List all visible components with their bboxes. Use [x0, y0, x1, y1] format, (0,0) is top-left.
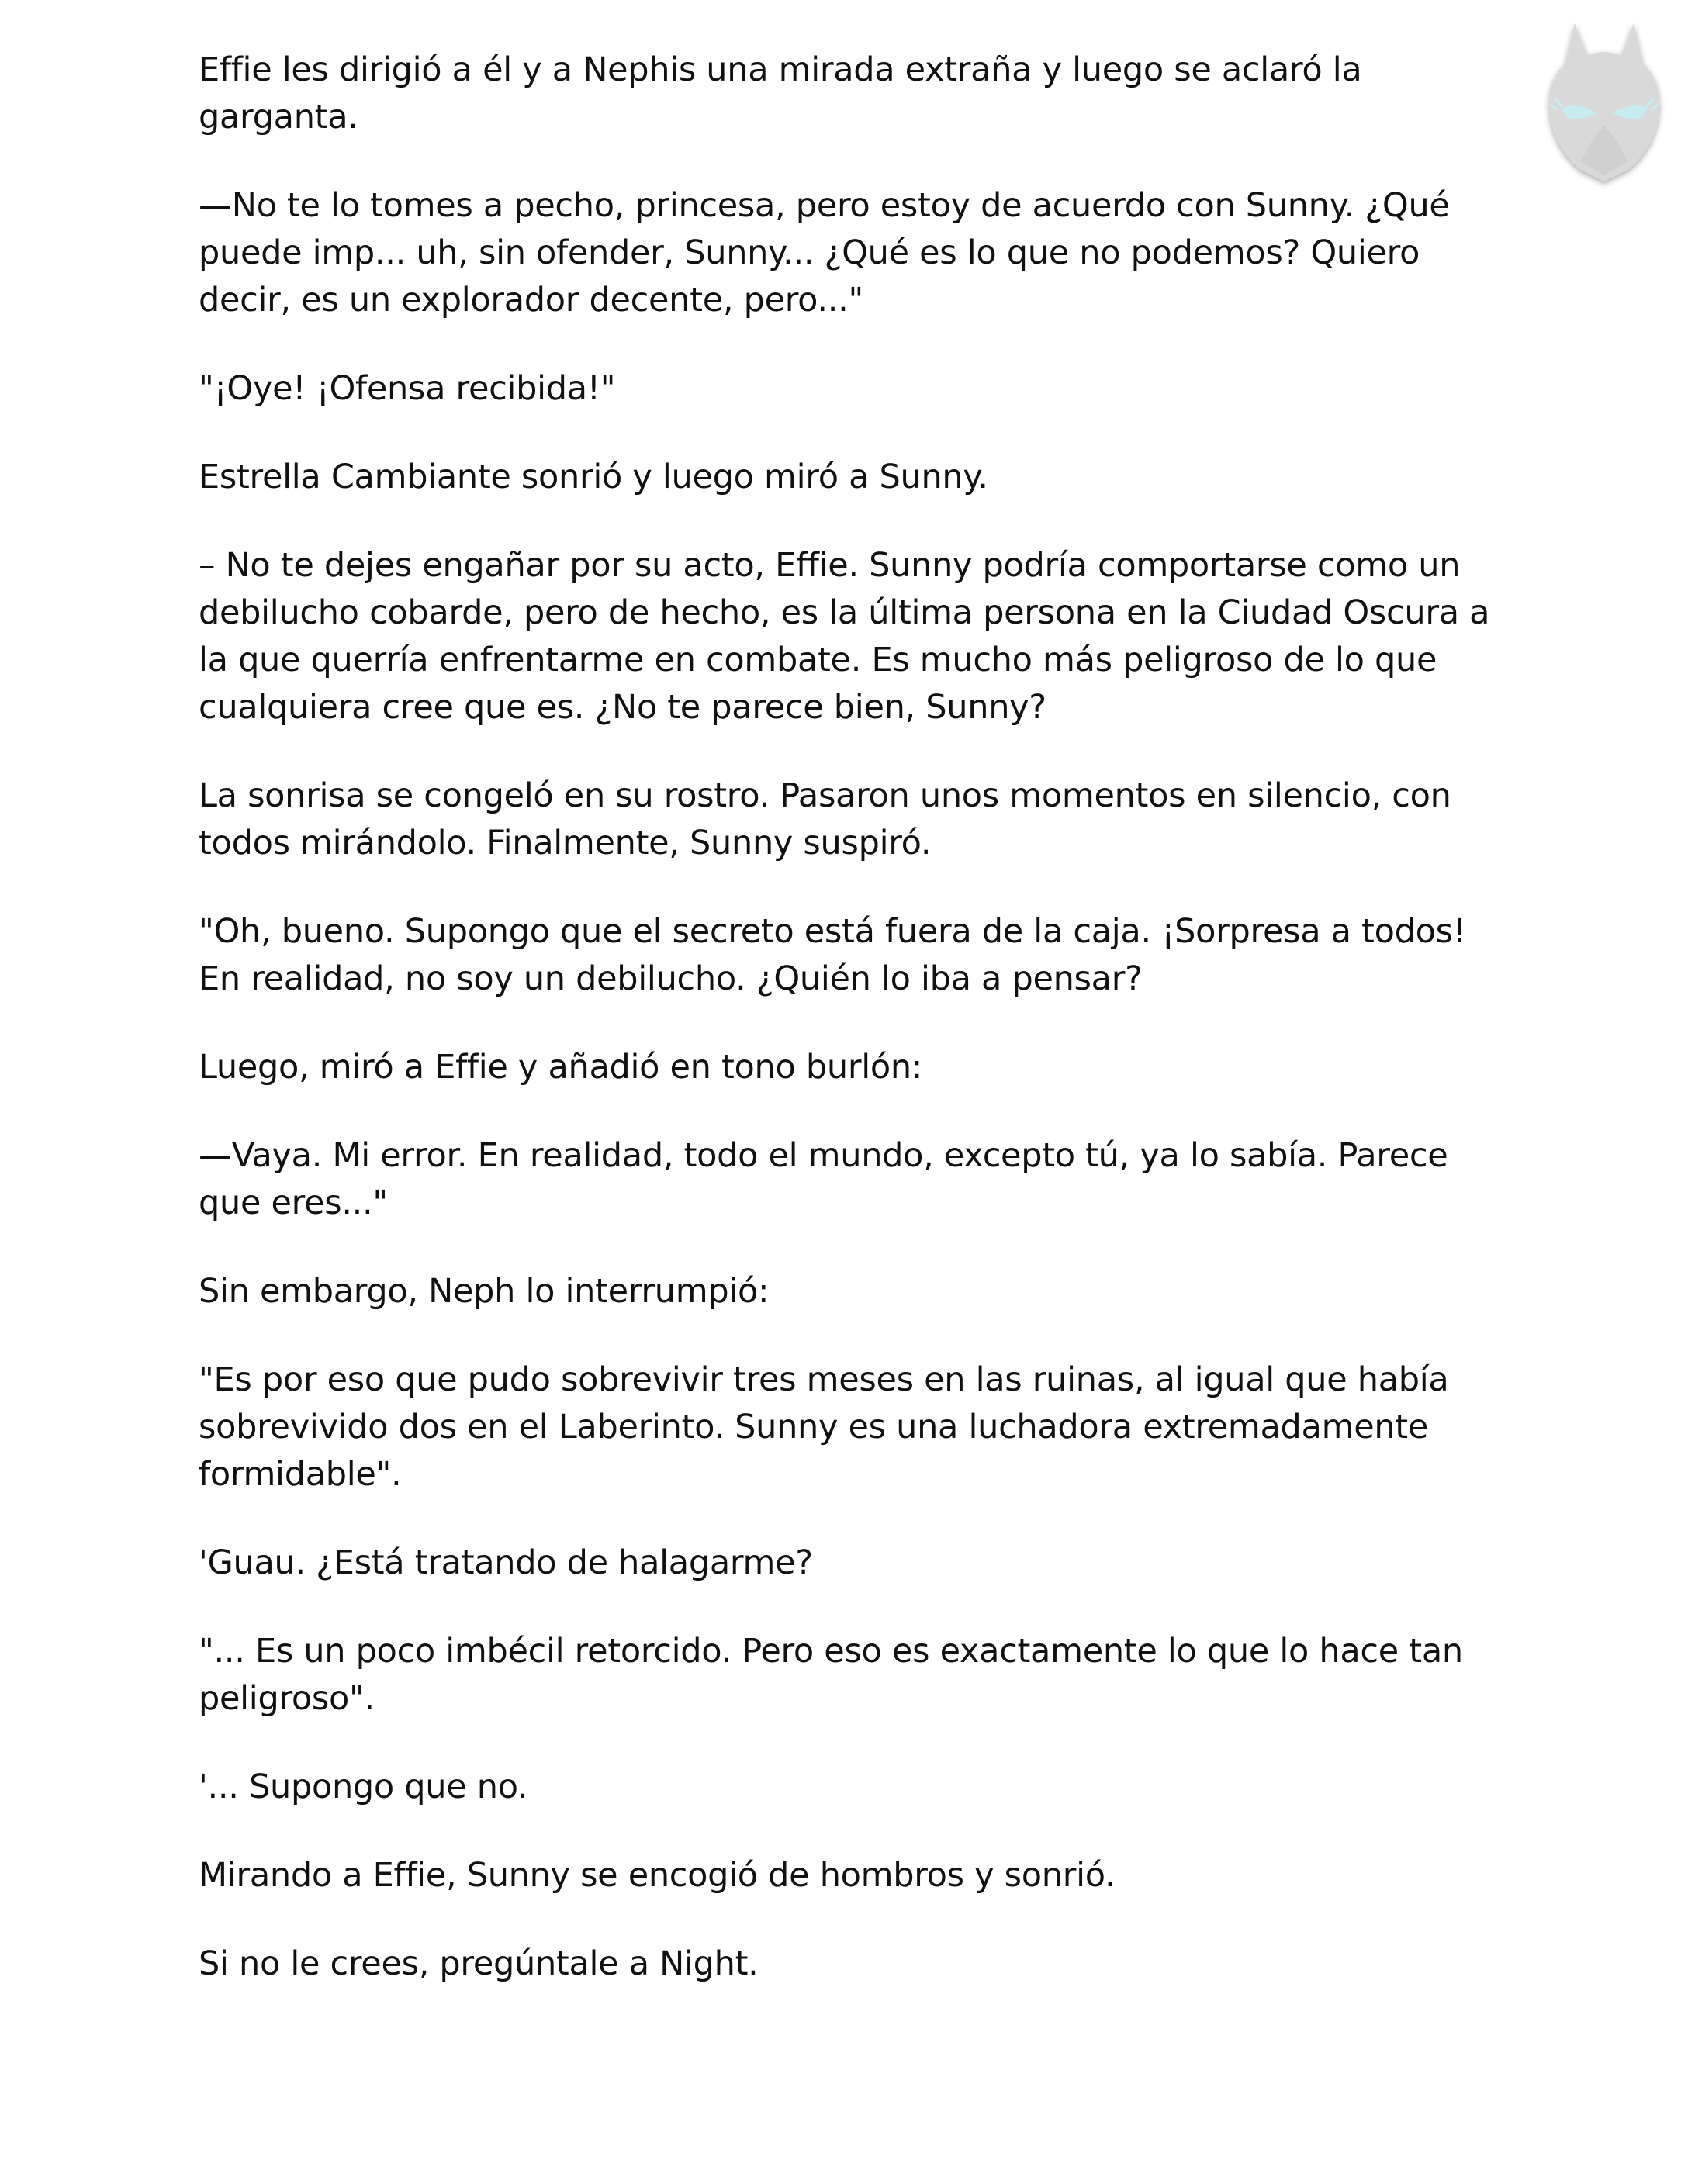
paragraph-7: "Oh, bueno. Supongo que el secreto está fuera de la caja. ¡Sorpresa a todos! En realidad, no soy un debilucho. ¿Quién lo iba a pensar?	[199, 912, 1466, 998]
paragraph-6: La sonrisa se congeló en su rostro. Pasaron unos momentos en silencio, con todos mirándolo. Finalmente, Sunny suspiró.	[199, 776, 1451, 862]
paragraph-11: "Es por eso que pudo sobrevivir tres meses en las ruinas, al igual que había sobrevivido dos en el Laberinto. Sunny es una luchadora extremadamente formidable".	[199, 1360, 1449, 1494]
story-text	[199, 47, 1502, 2029]
paragraph-15: Mirando a Effie, Sunny se encogió de hombros y sonrió.	[199, 1856, 1116, 1895]
paragraph-9: —Vaya. Mi error. En realidad, todo el mundo, excepto tú, ya lo sabía. Parece que eres..."	[199, 1136, 1448, 1222]
paragraph-2: —No te lo tomes a pecho, princesa, pero estoy de acuerdo con Sunny. ¿Qué puede imp... uh, sin ofender, Sunny... ¿Qué es lo que no podemos? Quiero decir, es un explorador decente, pero..."	[199, 186, 1450, 320]
paragraph-16: Si no le crees, pregúntale a Night.	[199, 1944, 759, 1983]
paragraph-4: Estrella Cambiante sonrió y luego miró a Sunny.	[199, 458, 988, 496]
paragraph-13: "... Es un poco imbécil retorcido. Pero eso es exactamente lo que lo hace tan peligroso".	[199, 1632, 1463, 1718]
paragraph-14: '... Supongo que no.	[199, 1768, 528, 1806]
demon-head-icon	[1527, 17, 1682, 188]
paragraph-1: Effie les dirigió a él y a Nephis una mirada extraña y luego se aclaró la garganta.	[199, 50, 1362, 136]
paragraph-10: Sin embargo, Neph lo interrumpió:	[199, 1272, 770, 1311]
paragraph-3: "¡Oye! ¡Ofensa recibida!"	[199, 369, 616, 408]
paragraph-12: 'Guau. ¿Está tratando de halagarme?	[199, 1543, 813, 1582]
paragraph-8: Luego, miró a Effie y añadió en tono burlón:	[199, 1048, 923, 1087]
paragraph-5: – No te dejes engañar por su acto, Effie. Sunny podría comportarse como un debilucho cobarde, pero de hecho, es la última persona en la Ciudad Oscura a la que querría enfrentarme en combate. Es mucho más peligroso de lo que cualquiera cree que es. ¿No te parece bien, Sunny?	[199, 546, 1490, 727]
